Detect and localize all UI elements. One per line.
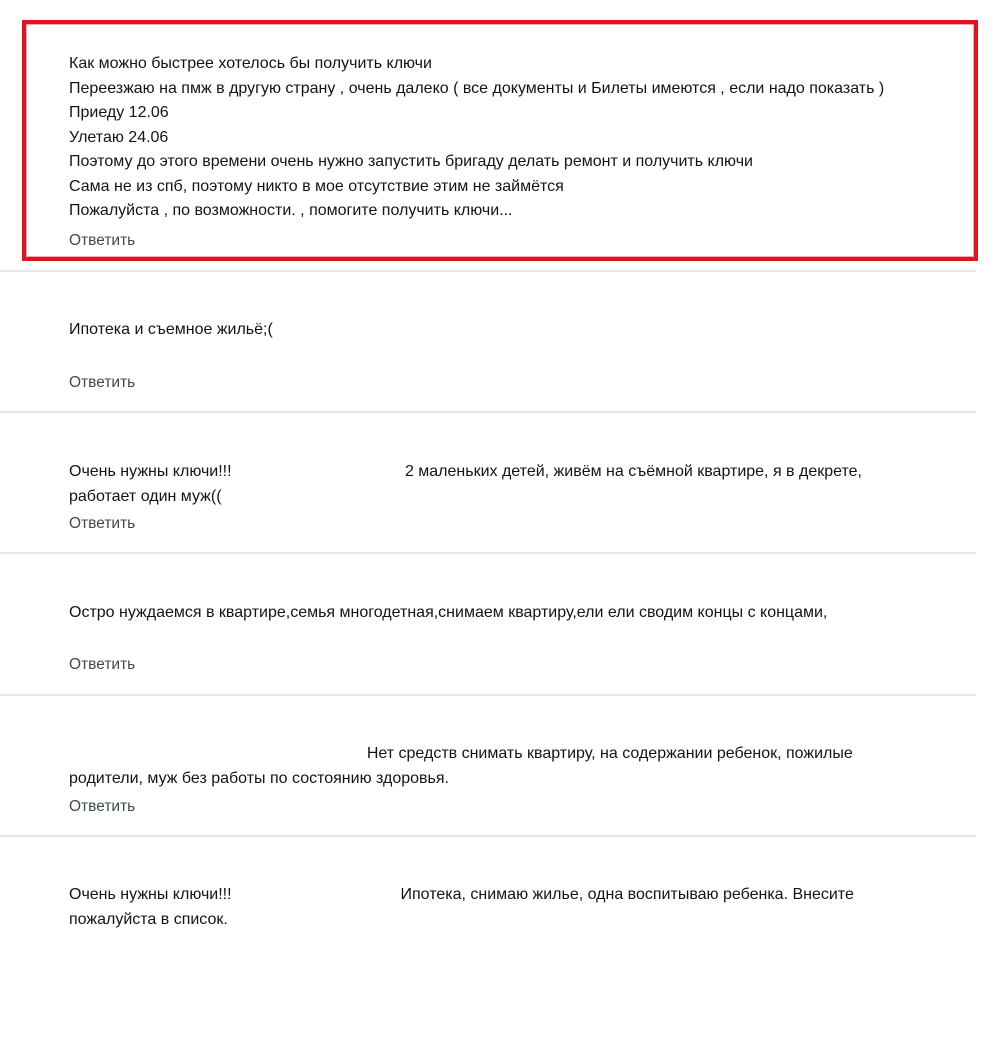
reply-link[interactable]: Ответить <box>69 232 136 249</box>
comment-line: работает один муж(( <box>69 487 222 505</box>
comment-line: Пожалуйста , по возможности. , помогите получить ключи... <box>69 202 513 219</box>
comment-text <box>69 742 969 791</box>
comment-line: Нет средств снимать квартиру, на содержании ребенок, пожилые <box>69 745 853 762</box>
comment-line: Приеду 12.06 <box>69 104 169 121</box>
comment-item <box>0 554 976 694</box>
reply-link[interactable]: Ответить <box>69 798 136 815</box>
reply-link[interactable]: Ответить <box>69 374 136 391</box>
reply-link[interactable]: Ответить <box>69 515 136 532</box>
comment-item <box>0 272 976 412</box>
comment-line: родители, муж без работы по состоянию здоровья. <box>69 769 449 787</box>
comment-line: Очень нужны ключи!!! Ипотека, снимаю жилье, одна воспитываю ребенка. Внесите <box>69 886 854 903</box>
comment-line: Поэтому до этого времени очень нужно запустить бригаду делать ремонт и получить ключи <box>69 153 753 170</box>
comment-text <box>69 318 969 343</box>
comment-line: Очень нужны ключи!!! 2 маленьких детей, живём на съёмной квартире, я в декрете, <box>69 463 862 480</box>
comment-line: Как можно быстрее хотелось бы получить ключи <box>69 55 432 72</box>
comment-line: Переезжаю на пмж в другую страну , очень далеко ( все документы и Билеты имеются , если надо показать ) <box>69 79 885 97</box>
comment-item <box>0 413 976 553</box>
reply-link[interactable]: Ответить <box>69 656 136 673</box>
comment-item <box>0 696 976 836</box>
comment-text <box>69 52 969 224</box>
comment-line: Сама не из спб, поэтому никто в мое отсутствие этим не займётся <box>69 177 564 195</box>
comment-line: пожалуйста в список. <box>69 910 228 928</box>
comment-text <box>69 883 969 932</box>
comment-item <box>0 0 976 270</box>
comment-line: Ипотека и съемное жильё;( <box>69 321 273 338</box>
comment-text <box>69 460 969 509</box>
comment-text <box>69 601 969 626</box>
comment-line: Остро нуждаемся в квартире,семья многодетная,снимаем квартиру,ели ели сводим концы с концами, <box>69 604 828 621</box>
comment-line: Улетаю 24.06 <box>69 128 169 146</box>
comment-item <box>0 837 976 987</box>
